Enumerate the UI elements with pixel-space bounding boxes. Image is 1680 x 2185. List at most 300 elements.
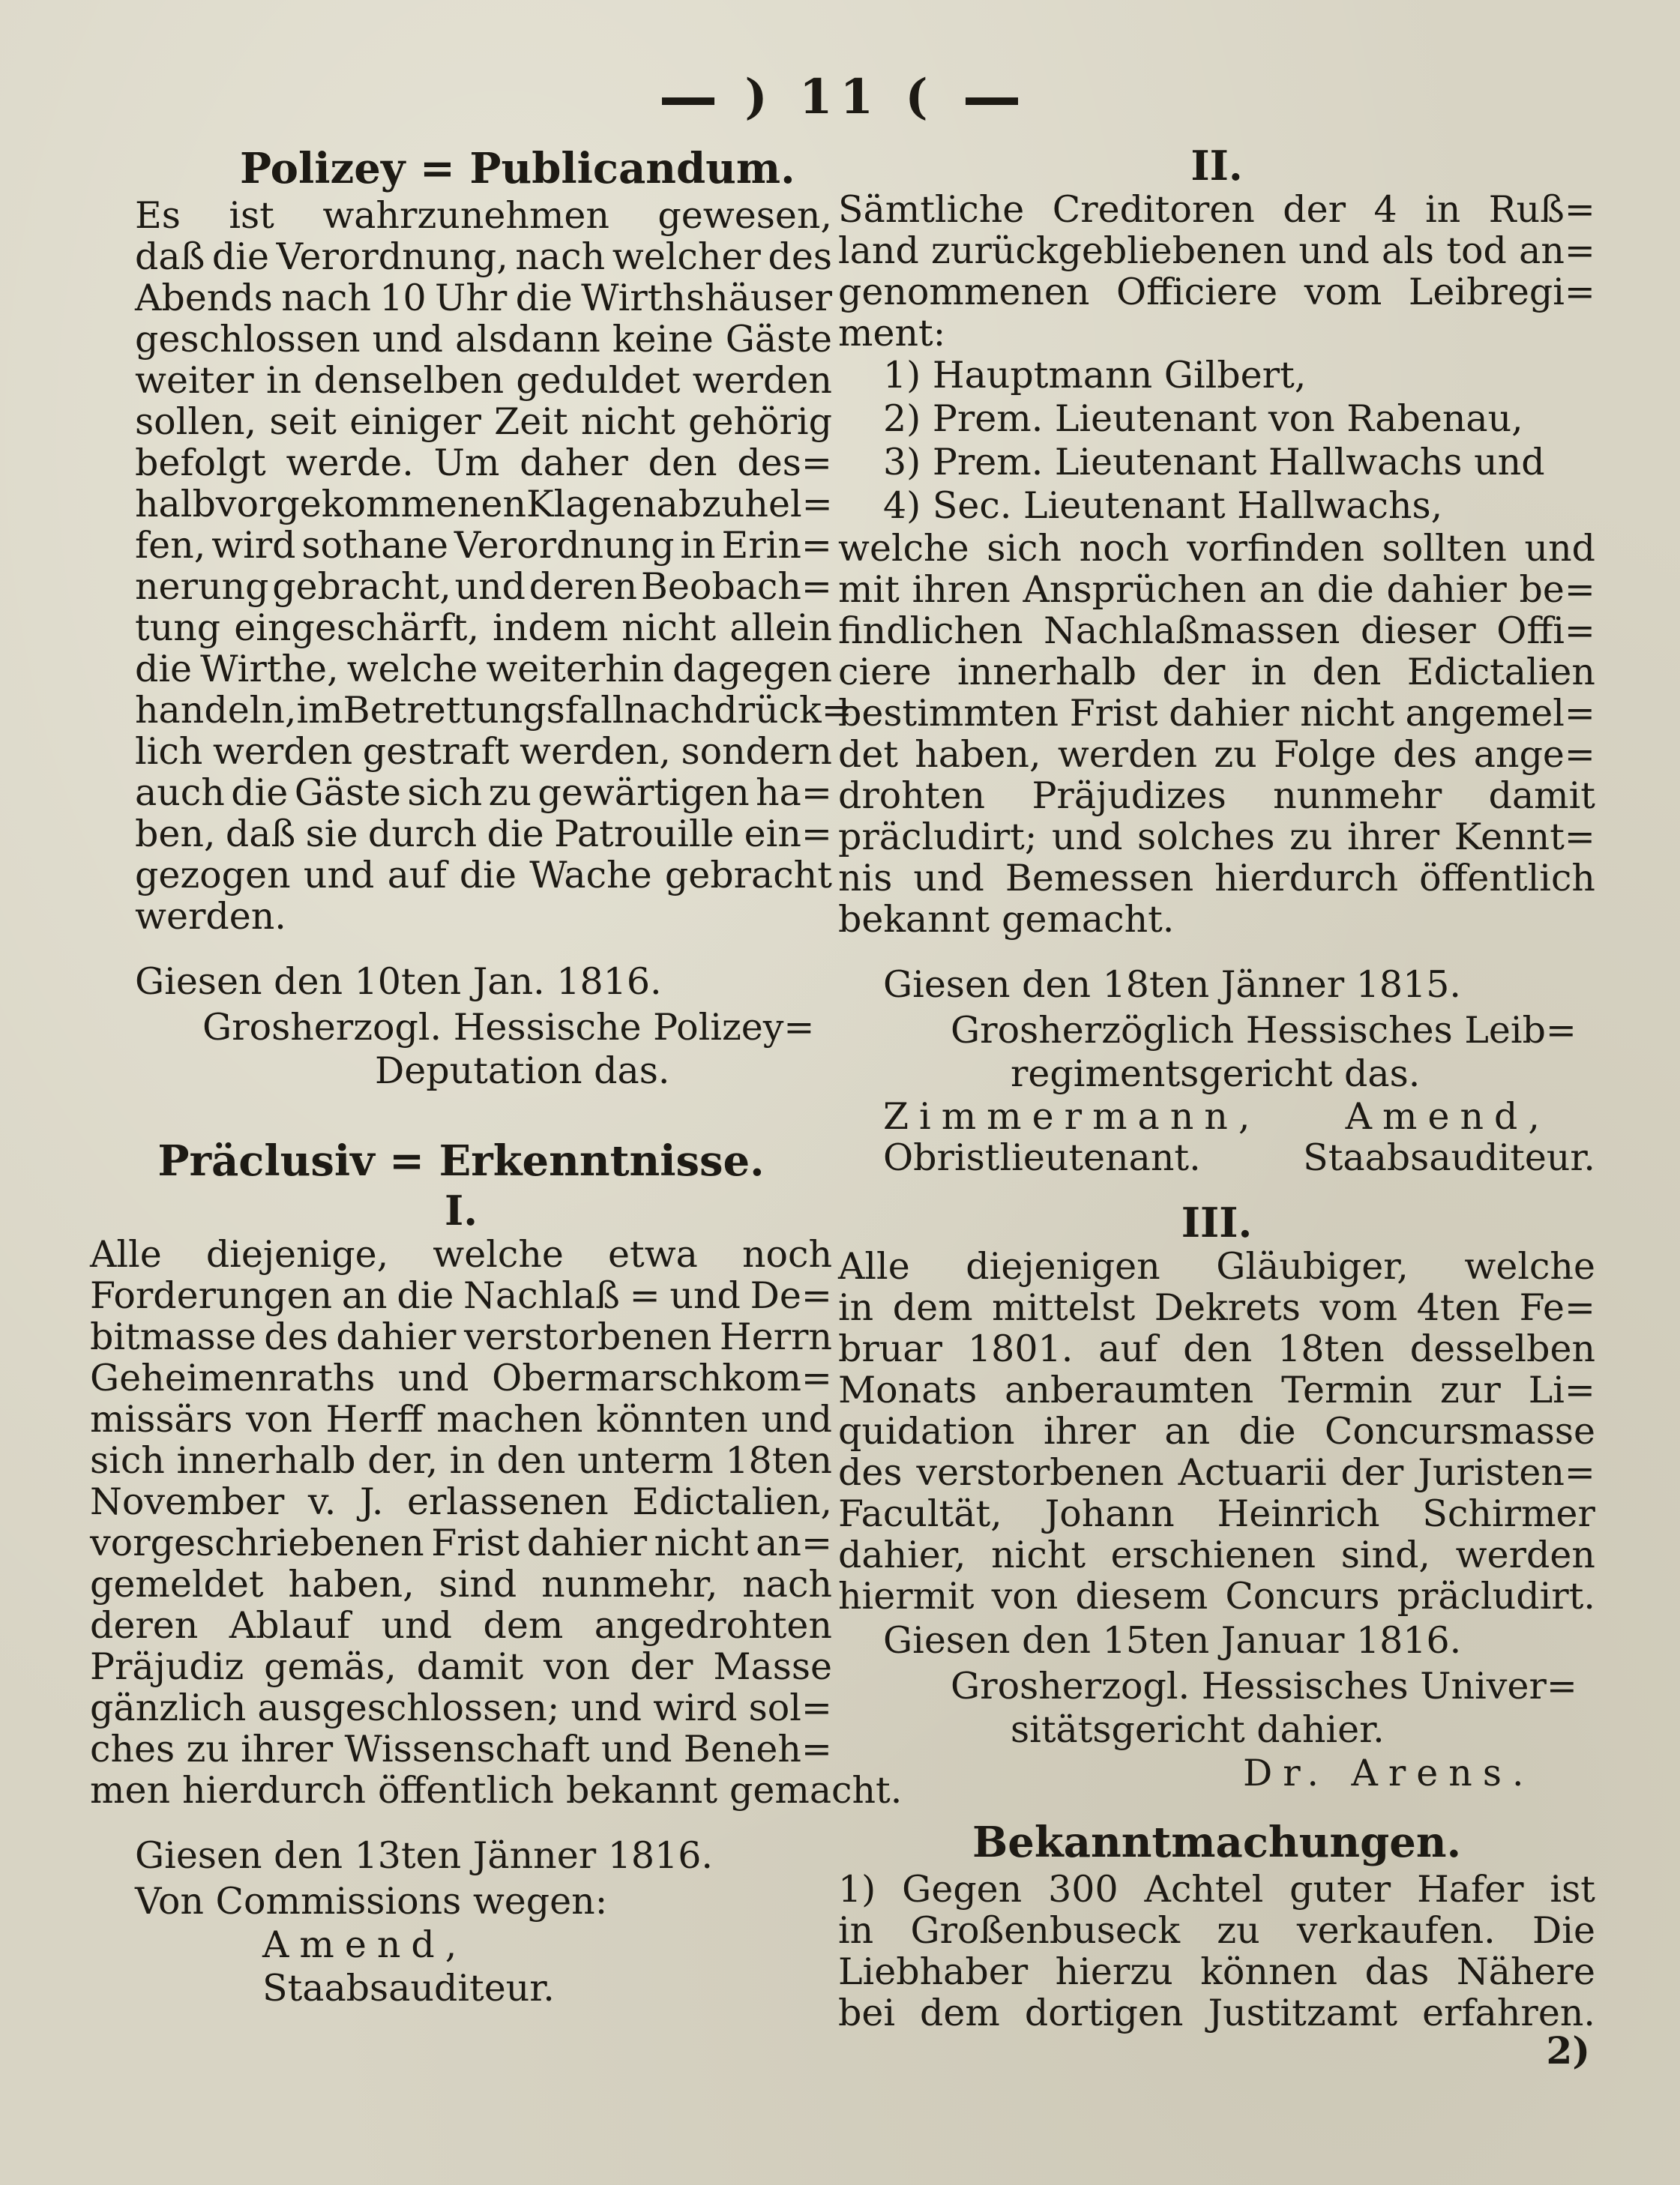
word: den [1312,651,1382,693]
text-line [135,896,832,937]
text-line [838,734,1595,775]
word: nunmehr, [541,1563,718,1606]
word: Hafer [1417,1868,1524,1911]
role-staabsauditeur: Staabsauditeur. [1303,1136,1595,1179]
word: fen, [135,524,206,567]
word: damit [416,1645,524,1688]
word: und [1298,229,1370,272]
text-line [838,271,1595,313]
word: werden, [520,730,671,773]
word: mittelst [992,1286,1136,1329]
word: angedrohten [594,1604,832,1647]
notice-title-praeclusiv: Präclusiv = Erkenntnisse. [157,1136,765,1186]
word: ches [90,1728,175,1770]
word: tung [135,606,221,649]
catchword: 2) [1546,2028,1590,2073]
word: Um [433,441,500,484]
word: Forderungen [90,1274,333,1317]
word: nach [742,1563,832,1606]
word: Creditoren [1052,188,1255,231]
word: welche [838,527,969,570]
word: sollten [1382,527,1507,570]
word: denselben [313,359,505,402]
notice-title-bekanntmachungen: Bekanntmachungen. [972,1818,1462,1867]
word: Herrn [719,1315,832,1358]
word: die [1316,568,1374,611]
word: diesem [1075,1575,1208,1618]
word: missärs [90,1398,233,1441]
word: werden. [135,895,286,938]
word: bitmasse [90,1315,256,1358]
word: Die [1532,1909,1595,1952]
word: Beneh= [683,1728,832,1770]
notice-date-polizey: Giesen den 10ten Jan. 1816. [135,960,662,1003]
word: ein= [744,813,832,855]
word: des [838,1451,903,1494]
text-line [135,607,832,648]
word: des= [737,441,832,484]
word: vorgeschriebenen [90,1522,424,1564]
word: Betrettungsfall [343,689,624,732]
word: an [1164,1410,1211,1453]
word: Alle [90,1233,162,1276]
word: 300 [1048,1868,1119,1911]
word: die [459,854,517,896]
notice-number-3: III. [1181,1199,1253,1247]
text-line [838,569,1595,610]
text-line [135,648,832,690]
word: Uhr [435,277,508,319]
signer-roles [838,1137,1595,1178]
word: gebracht [664,854,832,896]
word: von [544,1645,610,1688]
word: Ablauf [229,1604,351,1647]
word: diejenige, [205,1233,389,1276]
notice-body-praeclusiv-2a [838,189,1595,354]
text-line [90,1275,832,1316]
word: vorfinden [1187,527,1365,570]
word: als [1382,229,1435,272]
word: gewesen, [657,194,832,237]
word: ihren [912,568,1011,611]
text-line [135,483,832,525]
word: hiermit [838,1575,975,1618]
word: gehörig [688,400,832,443]
word: sothane [301,524,449,567]
word: bruar [838,1327,942,1370]
word: sich [407,771,483,814]
word: dahier [1169,692,1289,735]
word: 4 [1373,188,1397,231]
word: zu [186,1728,229,1770]
notice-date-praeclusiv-2: Giesen den 18ten Jänner 1815. [883,963,1462,1006]
text-line [135,855,832,896]
text-line [838,1452,1595,1493]
word: im [296,689,343,732]
word: dahier [1386,568,1507,611]
word: zurückgebliebenen [931,229,1287,272]
header-dash-left [662,97,714,105]
word: der [1162,651,1226,693]
word: Frist [431,1522,520,1564]
word: an= [1519,229,1595,272]
text-line [838,1869,1595,1910]
text-line [135,277,832,319]
word: Alle [838,1245,910,1288]
right-column [838,142,1595,2034]
text-line [838,1951,1595,1992]
word: halb [135,483,216,525]
word: nach [515,235,606,278]
word: bekannt [838,898,990,941]
word: noch [1079,527,1169,570]
text-line [90,1687,832,1729]
word: gezogen [135,854,291,896]
word: in [1425,188,1461,231]
text-line [838,1992,1595,2034]
text-line [838,528,1595,569]
word: den [1183,1327,1253,1370]
text-line [90,1769,903,1812]
word: findlichen [838,609,1023,652]
word: den [496,1439,566,1482]
word: die [231,771,289,814]
text-line [90,1481,832,1522]
word: nachdrück= [624,689,852,732]
word: November [90,1480,285,1523]
word: haben, [288,1563,415,1606]
word: und [303,854,375,896]
word: welcher [612,235,761,278]
word: an= [756,1522,832,1564]
text-line [838,1910,1595,1951]
word: sondern [681,730,832,773]
word: der, [367,1439,439,1482]
word: hierdurch [1214,857,1399,899]
word: mit [838,568,900,611]
word: genommenen [838,271,1090,313]
word: gemacht. [729,1769,903,1812]
word: ist [1550,1868,1595,1911]
word: Ansprüchen [1023,568,1247,611]
word: innerhalb [176,1439,356,1482]
text-line [838,651,1595,693]
word: des [264,1315,328,1358]
word: und [761,1398,832,1441]
word: Concursmasse [1324,1410,1595,1453]
word: ciere [838,651,932,693]
word: dahier, [838,1534,966,1576]
word: präcludirt. [1397,1575,1595,1618]
word: ben, [135,813,216,855]
word: Edictalien [1406,651,1595,693]
word: noch [741,1233,832,1276]
word: Ruß= [1488,188,1595,231]
word: Offi= [1496,609,1595,652]
word: in [449,1439,485,1482]
word: hierdurch [182,1769,367,1812]
signature-amend: Amend, [262,1923,468,1966]
word: gemeldet [90,1563,264,1606]
word: Gläubiger, [1216,1245,1409,1288]
text-line [838,1369,1595,1411]
word: in [838,1286,874,1329]
signer-names [838,1096,1595,1137]
word: sind [439,1563,517,1606]
word: weiterhin [486,648,664,690]
word: lich [135,730,203,773]
text-line [135,813,832,855]
word: weiter [135,359,254,402]
word: sind, [1340,1534,1431,1576]
word: Facultät, [838,1492,1002,1535]
word: innerhalb [957,651,1137,693]
word: dahier [336,1315,457,1358]
word: drohten [838,774,986,817]
word: an [341,1274,388,1317]
text-line [135,689,852,732]
word: ha= [756,771,832,814]
word: deren [529,565,638,608]
word: Abends [135,277,273,319]
word: = [629,1274,660,1317]
word: daß [135,235,205,278]
word: Fe= [1519,1286,1595,1329]
word: die [211,235,269,278]
word: Verordnung, [276,235,508,278]
word: anberaumten [1005,1369,1254,1411]
word: ihrer [241,1728,334,1770]
word: Präjudizes [1032,774,1226,817]
word: ist [229,194,274,237]
word: Edictalien, [632,1480,832,1523]
word: wird [211,524,296,567]
word: ment: [838,312,946,355]
word: verkaufen. [1296,1909,1496,1952]
word: allein [729,606,832,649]
word: 4ten [1416,1286,1501,1329]
word: und [1524,527,1595,570]
notice-body-bekanntmachungen [838,1869,1595,2034]
word: 18ten [1277,1327,1385,1370]
word: nach [281,277,371,319]
word: keine [612,318,714,361]
word: Wissenschaft [344,1728,590,1770]
word: zu [1217,1909,1260,1952]
word: wird [653,1687,738,1729]
text-line [838,313,1595,354]
word: Monats [838,1369,978,1411]
word: zu [488,771,532,814]
notice-body-polizey [90,194,852,938]
word: Geheimenraths [90,1357,376,1399]
word: Zeit [494,400,568,443]
word: der [1340,1451,1404,1494]
word: geschlossen [135,318,361,361]
word: Herff [325,1398,424,1441]
signer-zimmermann: Zimmermann, [883,1095,1261,1138]
word: werden [1455,1534,1595,1576]
text-line [838,1246,1595,1287]
text-line [838,858,1595,899]
header-dash-right [966,97,1018,105]
word: welche [433,1233,564,1276]
word: Heinrich [1217,1492,1380,1535]
text-line [135,566,832,607]
text-line [90,1564,832,1605]
word: Es [135,194,181,237]
word: und [570,1687,642,1729]
text-line [838,1576,1595,1617]
signature-staabsauditeur: Staabsauditeur. [262,1967,555,2010]
word: und [1051,816,1123,858]
word: zur [1440,1369,1501,1411]
text-line [90,1234,832,1275]
word: 1801. [968,1327,1074,1370]
text-line [135,442,832,483]
word: von [991,1575,1059,1618]
word: Großenbuseck [910,1909,1181,1952]
word: sich [90,1439,165,1482]
word: dem [483,1604,564,1647]
word: De= [750,1274,832,1317]
word: dem [892,1286,973,1329]
word: nicht [580,400,675,443]
word: dem [920,1992,1000,2034]
word: Schirmer [1422,1492,1595,1535]
word: das [1364,1950,1430,1993]
word: unterm [577,1439,714,1482]
word: 10 [379,277,427,319]
text-line [838,189,1595,230]
word: von [245,1398,313,1441]
word: Kennt= [1454,816,1595,858]
notice-body-praeclusiv-3 [838,1246,1595,1617]
word: geduldet [516,359,681,402]
word: Actuarii [1178,1451,1327,1494]
word: und [381,1604,453,1647]
page-header [0,69,1680,125]
word: hierzu [1055,1950,1173,1993]
word: könnten [596,1398,748,1441]
word: gemäs, [264,1645,397,1688]
word: sollen, [135,400,257,443]
word: bekannt [565,1769,718,1812]
notice-date-praeclusiv-3: Giesen den 15ten Januar 1816. [883,1619,1462,1662]
word: desselben [1409,1327,1595,1370]
word: Achtel [1144,1868,1264,1911]
word: öffentlich [1419,857,1595,899]
word: der [630,1645,693,1688]
word: vom [1304,271,1382,313]
word: verstorbenen [464,1315,712,1358]
word: men [90,1769,171,1812]
word: Officiere [1116,271,1278,313]
word: angemel= [1405,692,1595,735]
word: wahrzunehmen [322,194,609,237]
word: auf [387,854,447,896]
text-line [838,1328,1595,1369]
signature-commission: Von Commissions wegen: [135,1880,608,1923]
word: Juristen= [1418,1451,1595,1494]
word: etwa [608,1233,698,1276]
word: welche [1464,1245,1595,1288]
word: vom [1319,1286,1398,1329]
signer-arens: Dr. Arens. [1243,1752,1535,1794]
word: Nachlaß [463,1274,620,1317]
role-obristlieutenant: Obristlieutenant. [883,1136,1201,1179]
word: sie [305,813,358,855]
text-line [838,1411,1595,1452]
word: Nachlaßmassen [1044,609,1340,652]
text-line [135,236,832,277]
word: 1) [838,1868,876,1911]
text-line [135,401,832,442]
text-line [135,360,832,401]
word: gewärtigen [538,771,750,814]
signature-leibregiment-1: Grosherzöglich Hessisches Leib= [951,1009,1577,1052]
word: machen [436,1398,583,1441]
word: Klagen [526,483,657,525]
word: Patrouille [554,813,735,855]
text-line [838,230,1595,271]
word: ihrer [1347,816,1440,858]
word: in [838,1909,874,1952]
word: solches [1137,816,1275,858]
text-line [838,693,1595,734]
word: Gäste [725,318,832,361]
word: die [397,1274,454,1317]
word: ausgeschlossen; [257,1687,560,1729]
word: werden [1057,733,1198,776]
word: land [838,229,919,272]
word: indem [493,606,609,649]
word: der [1283,188,1346,231]
word: Folge [1273,733,1376,776]
word: einiger [349,400,481,443]
text-line [838,1287,1595,1328]
word: dahier [526,1522,648,1564]
word: Wirthshäuser [581,277,832,319]
text-line [90,1316,832,1357]
notice-body-praeclusiv-2b [838,528,1595,940]
officer-list-item: 4) Sec. Lieutenant Hallwachs, [883,484,1443,527]
word: Verordnung [454,524,675,567]
text-line [135,731,832,772]
officer-list [838,354,1595,528]
officer-list-item: 3) Prem. Lieutenant Hallwachs und [883,441,1545,483]
word: vorgekommenen [215,483,527,525]
text-line [838,899,1595,940]
word: nicht [654,1522,749,1564]
word: werde. [286,441,414,484]
signature-universitaet-1: Grosherzogl. Hessisches Univer= [951,1665,1577,1708]
word: präcludirt; [838,816,1038,858]
word: Nähere [1456,1950,1595,1993]
word: Wirthe, [200,648,339,690]
word: die [515,277,573,319]
word: Sämtliche [838,188,1025,231]
word: und [372,318,444,361]
text-line [90,1605,832,1646]
word: in [680,524,716,567]
word: Erin= [721,524,832,567]
word: befolgt [135,441,266,484]
word: tod [1446,229,1507,272]
word: nis [838,857,893,899]
word: Leibregi= [1408,271,1595,313]
word: in [265,359,302,402]
